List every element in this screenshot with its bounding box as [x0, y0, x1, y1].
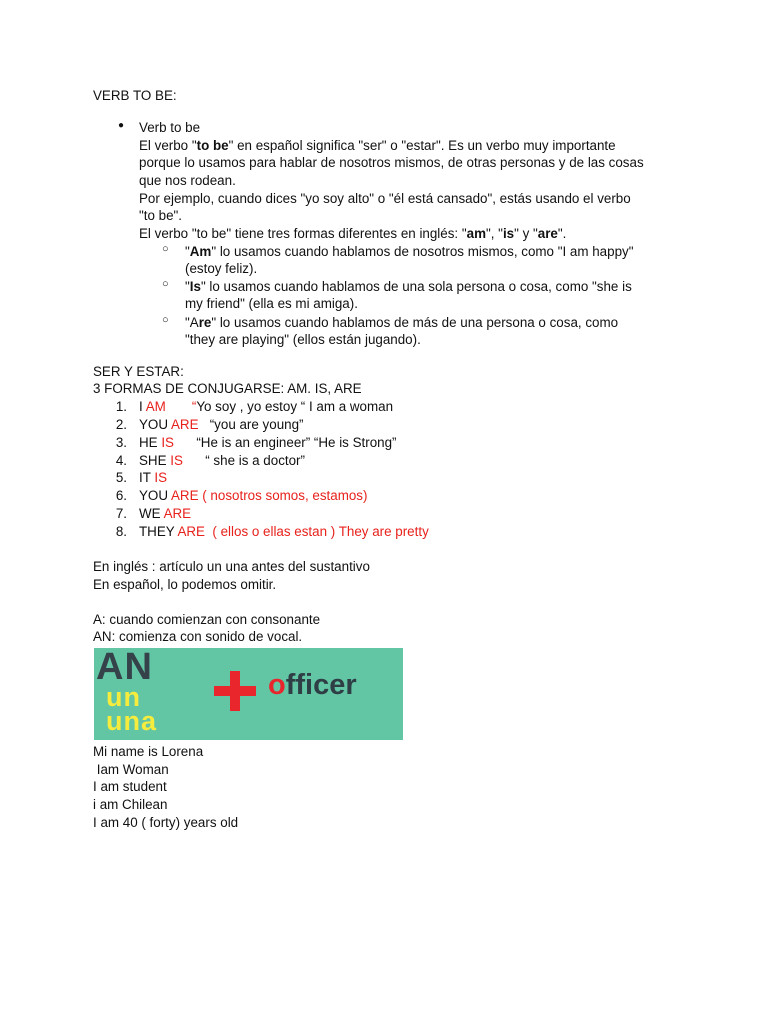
- banner-un: un: [106, 682, 141, 712]
- ser-estar-heading: SER Y ESTAR:: [93, 364, 184, 379]
- list-number: 6.: [115, 488, 127, 503]
- circle-bullet-icon: ○: [162, 314, 169, 326]
- articulo-line2: En español, lo podemos omitir.: [93, 577, 277, 592]
- intro-paragraph-line1: El verbo "to be" en español significa "ser" o "estar". Es un verbo muy importante: [139, 138, 616, 153]
- intro-paragraph-line5: "to be".: [139, 208, 183, 223]
- list-number: 4.: [115, 453, 127, 468]
- sub-item-are: "Are" lo usamos cuando hablamos de más de una persona o cosa, como: [185, 315, 619, 330]
- sub-item-am: "Am" lo usamos cuando hablamos de nosotros mismos, como "I am happy": [185, 244, 634, 259]
- sub-item-is: "Is" lo usamos cuando hablamos de una sola persona o cosa, como "she is: [185, 279, 632, 294]
- about-line: I am 40 ( forty) years old: [93, 815, 239, 830]
- plus-icon-vertical: [230, 671, 240, 711]
- intro-heading: Verb to be: [139, 120, 201, 135]
- list-number: 5.: [115, 470, 127, 485]
- intro-paragraph-line4: Por ejemplo, cuando dices "yo soy alto" o "él está cansado", estás usando el verbo: [139, 191, 631, 206]
- articulo-line4: AN: comienza con sonido de vocal.: [93, 629, 303, 644]
- list-number: 3.: [115, 435, 127, 450]
- sub-item-are-line2: "they are playing" (ellos están jugando).: [185, 332, 421, 347]
- an-officer-image: [94, 648, 403, 740]
- list-number: 2.: [115, 417, 127, 432]
- about-line: Mi name is Lorena: [93, 744, 204, 759]
- bullet-icon: ●: [118, 120, 125, 131]
- banner-an: AN: [96, 648, 153, 688]
- circle-bullet-icon: ○: [162, 243, 169, 255]
- articulo-line1: En inglés : artículo un una antes del sustantivo: [93, 559, 370, 574]
- sub-item-is-line2: my friend" (ella es mi amiga).: [185, 296, 358, 311]
- about-line: I am student: [93, 779, 167, 794]
- banner-una: una: [106, 706, 158, 736]
- list-number: 8.: [115, 524, 127, 539]
- intro-paragraph-line6: El verbo "to be" tiene tres formas diferentes en inglés: "am", "is" y "are".: [139, 226, 567, 241]
- circle-bullet-icon: ○: [162, 278, 169, 290]
- about-line: i am Chilean: [93, 797, 168, 812]
- articulo-line3: A: cuando comienzan con consonante: [93, 612, 321, 627]
- sub-item-am-line2: (estoy feliz).: [185, 261, 258, 276]
- about-line: Iam Woman: [93, 762, 169, 777]
- formas-heading: 3 FORMAS DE CONJUGARSE: AM. IS, ARE: [93, 381, 362, 396]
- list-number: 1.: [115, 399, 127, 414]
- page-title: VERB TO BE:: [93, 88, 177, 103]
- banner-officer: officer: [268, 669, 357, 701]
- intro-paragraph-line2: porque lo usamos para hablar de nosotros mismos, de otras personas y de las cosas: [139, 155, 644, 170]
- intro-paragraph-line3: que nos rodean.: [139, 173, 236, 188]
- list-number: 7.: [115, 506, 127, 521]
